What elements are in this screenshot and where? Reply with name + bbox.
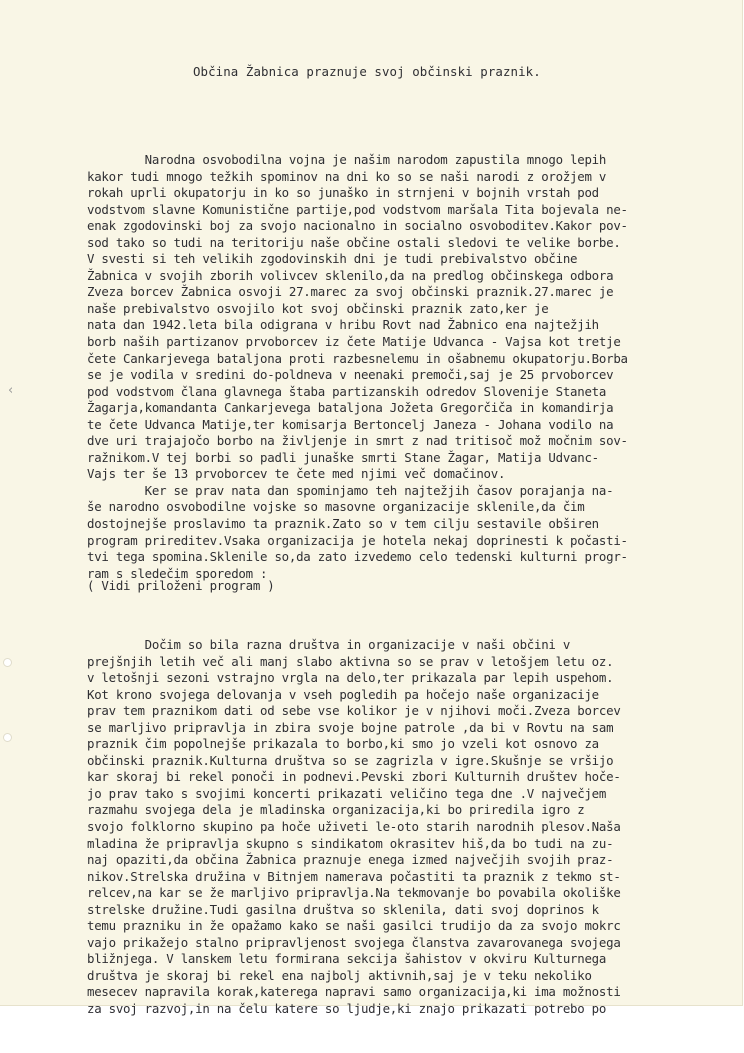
text-line: vodstvom slavne Komunistične partije,pod vodstvom maršala Tita bojevala ne- (87, 201, 628, 217)
text-line: prejšnjih letih več ali manj slabo aktivna so se prav v letošjem letu oz. (87, 653, 614, 669)
text-line: kar skoraj bi rekel ponoči in podnevi.Pevski zbori Kulturnih društev hoče- (87, 769, 621, 785)
text-line: strelske družine.Tudi gasilna društva so sklenila, dati svoj doprinos k (87, 901, 599, 917)
text-line: Ker se prav nata dan spominjamo teh najtežjih časov porajanja na- (87, 482, 614, 498)
punch-hole (3, 733, 12, 742)
text-line: razmahu svojega dela je mladinska organizacija,ki bo priredila igro z (87, 802, 585, 818)
punch-hole (3, 658, 12, 667)
text-line: nikov.Strelska družina v Bitnjem namerava počastiti ta praznik z tekmo st- (87, 868, 621, 884)
text-line: Kot krono svojega delovanja v vseh pogledih pa hočejo naše organizacije (87, 686, 599, 702)
text-line: nata dan 1942.leta bila odigrana v hribu Rovt nad Žabnico ena najtežjih (87, 317, 599, 333)
text-line: naj opaziti,da občina Žabnica praznuje enega izmed največjih svojih praz- (87, 852, 614, 868)
text-line: občinski praznik.Kulturna društva so se zagrizla v igre.Skušnje se vršijo (87, 752, 614, 768)
paragraph-2 (87, 637, 621, 1018)
text-line: vajo prikažejo stalno pripravljenost svojega članstva zavarovanega svojega (87, 934, 621, 950)
text-line: še narodno osvobodilne vojske so masovne organizacije sklenile,da čim (87, 499, 585, 515)
text-line: Dočim so bila razna društva in organizacije v naši občini v (87, 637, 571, 652)
text-line: za svoj razvoj,in na čelu katere so ljudje,ki znajo prikazati potrebo po (87, 1001, 607, 1017)
text-line: ražnikom.V tej borbi so padli junaške smrti Stane Žagar, Matija Udvanc- (87, 449, 599, 465)
program-note: ( Vidi priloženi program ) (87, 578, 275, 593)
text-line: naše prebivalstvo osvojilo kot svoj občinski praznik zato,ker je (87, 300, 549, 316)
text-line: Narodna osvobodilna vojna je našim narodom zapustila mnogo lepih (87, 152, 607, 167)
text-line: Žabnica v svojih zborih volivcev sklenilo,da na predlog občinskega odbora (87, 267, 614, 283)
margin-mark: ‹ (8, 383, 14, 398)
document-title: Občina Žabnica praznuje svoj občinski praznik. (193, 64, 541, 79)
text-line: V svesti si teh velikih zgodovinskih dni je tudi prebivalstvo občine (87, 251, 578, 267)
text-line: praznik čim popolnejše prikazala to borbo,ki smo jo vzeli kot osnovo za (87, 736, 599, 752)
text-line: borb naših partizanov prvoborcev iz čete Matije Udvanca - Vajsa kot tretje (87, 334, 621, 350)
text-line: Žagarja,komandanta Cankarjevega bataljona Jožeta Gregorčiča in komandirja (87, 400, 614, 416)
text-line: tvi tega spomina.Sklenile so,da zato izvedemo celo tedenski kulturni progr- (87, 549, 628, 565)
text-line: sod tako so tudi na teritoriju naše občine ostali sledovi te velike borbe. (87, 234, 621, 250)
text-line: se je vodila v sredini do-poldneva v neenaki premoči,saj je 25 prvoborcev (87, 367, 614, 383)
text-line: ram s sledečim sporedom : (87, 565, 268, 581)
text-line: v letošnji sezoni vstrajno vrgla na delo,ter prikazala par lepih uspehom. (87, 670, 614, 686)
text-line: društva je skoraj bi rekel ena najbolj aktivnih,saj je v teku nekoliko (87, 967, 592, 983)
text-line: prav tem praznikom dati od sebe vse kolikor je v njihovi moči.Zveza borcev (87, 703, 621, 719)
text-line: pod vodstvom člana glavnega štaba partizanskih odredov Slovenije Staneta (87, 383, 607, 399)
text-line: mladina že pripravlja skupno s sindikatom okrasitev hiš,da bo tudi na zu- (87, 835, 614, 851)
paragraph-1 (87, 152, 628, 582)
text-line: mesecev napravila korak,katerega napravi samo organizacija,ki ima možnosti (87, 984, 621, 1000)
text-line: program prireditev.Vsaka organizacija je hotela nekaj doprinesti k počasti- (87, 532, 628, 548)
text-line: relcev,na kar se že marljivo pripravlja.Na tekmovanje bo povabila okoliške (87, 885, 621, 901)
text-line: enak zgodovinski boj za svojo nacionalno in socialno osvoboditev.Kakor pov- (87, 218, 628, 234)
text-line: Zveza borcev Žabnica osvoji 27.marec za svoj občinski praznik.27.marec je (87, 284, 614, 300)
text-line: rokah uprli okupatorju in ko so junaško in strnjeni v bojnih vrstah pod (87, 185, 599, 201)
text-line: Vajs ter še 13 prvoborcev te čete med njimi več domačinov. (87, 466, 506, 482)
text-line: te čete Udvanca Matije,ter komisarja Bertoncelj Janeza - Johana vodilo na (87, 416, 614, 432)
text-line: dostojnejše proslavimo ta praznik.Zato so v tem cilju sestavile obširen (87, 516, 599, 532)
text-line: temu prazniku in že opažamo kako se naši gasilci trudijo da za svojo mokrc (87, 918, 621, 934)
text-line: bližnjega. V lanskem letu formirana sekcija šahistov v okviru Kulturnega (87, 951, 607, 967)
text-line: čete Cankarjevega bataljona proti razbesnelemu in ošabnemu okupatorju.Borba (87, 350, 628, 366)
text-line: svojo folklorno skupino pa hoče uživeti le-oto starih narodnih plesov.Naša (87, 819, 621, 835)
text-line: jo prav tako s svojimi koncerti prikazati veličino tega dne .V največjem (87, 785, 607, 801)
text-line: kakor tudi mnogo težkih spominov na dni ko so se naši narodi z orožjem v (87, 168, 607, 184)
text-line: se marljivo pripravlja in zbira svoje bojne patrole ,da bi v Rovtu na sam (87, 719, 614, 735)
text-line: dve uri trajajočo borbo na življenje in smrt z nad tritisoč mož močnim sov- (87, 433, 628, 449)
